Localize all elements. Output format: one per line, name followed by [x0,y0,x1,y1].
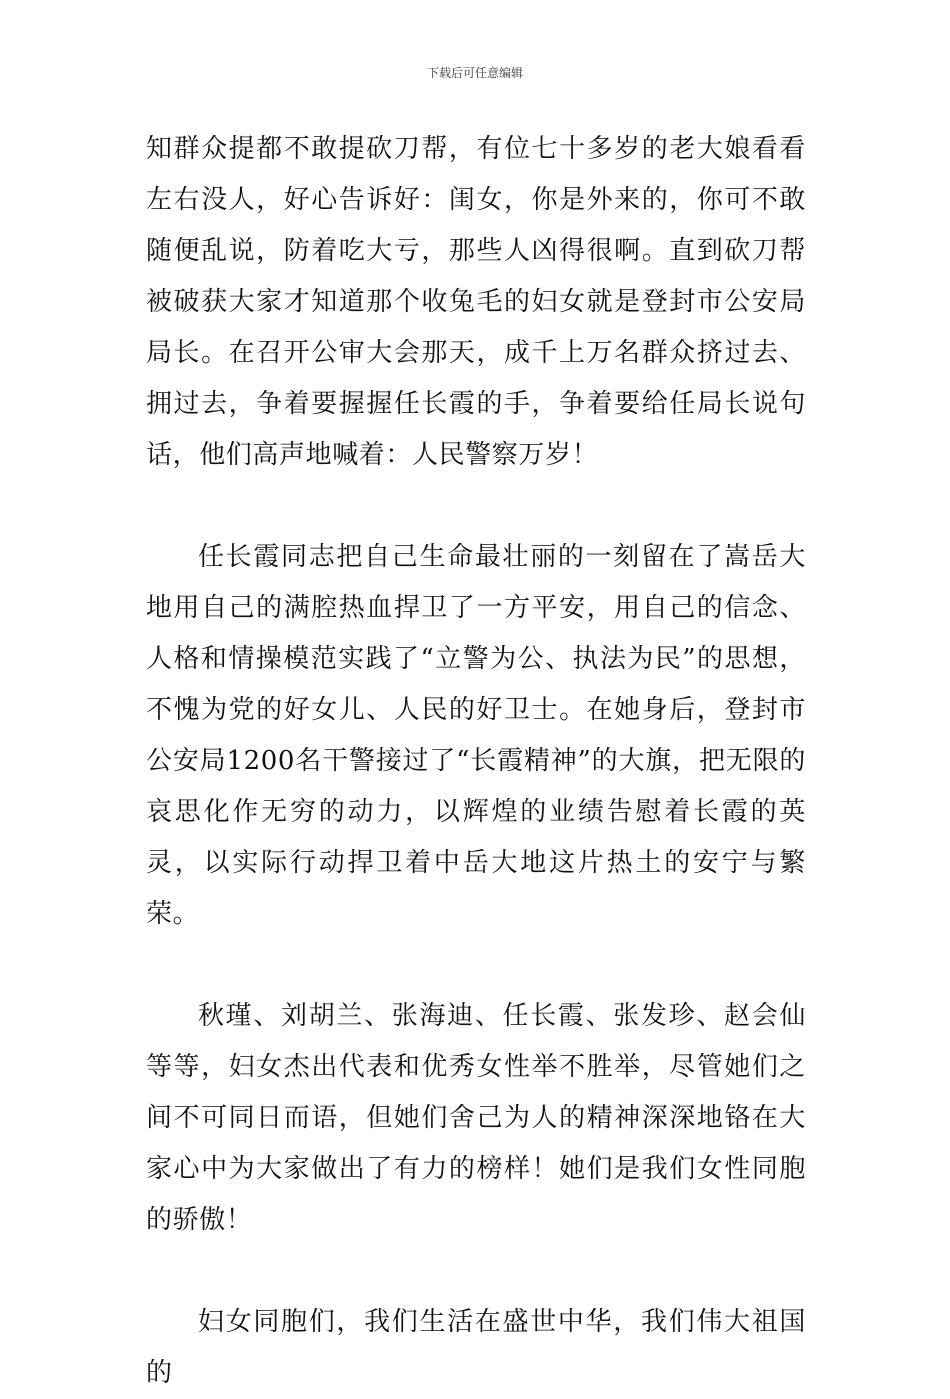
paragraph-4: 妇女同胞们，我们生活在盛世中华，我们伟大祖国的 [146,1307,806,1388]
paragraph-1: 知群众提都不敢提砍刀帮，有位七十多岁的老大娘看看左右没人，好心告诉好：闺女，你是外来的，你可不敢随便乱说，防着吃大亏，那些人凶得很啊。直到砍刀帮被破获大家才知道那个收兔毛的妇女就是登封市公安局局长。在召开公审大会那天，成千上万名群众挤过去、拥过去，争着要握握任长霞的手，争着要给任局长说句话，他们高声地喊着：人民警察万岁！ [146,134,806,470]
paragraph-3: 秋瑾、刘胡兰、张海迪、任长霞、张发珍、赵会仙等等，妇女杰出代表和优秀女性举不胜举，尽管她们之间不可同日而语，但她们舍己为人的精神深深地铬在大家心中为大家做出了有力的榜样！她们是我们女性同胞的骄傲！ [146,1001,806,1235]
document-body [146,124,806,1399]
paragraph-2: 任长霞同志把自己生命最壮丽的一刻留在了嵩岳大地用自己的满腔热血捍卫了一方平安，用自己的信念、人格和情操模范实践了“立警为公、执法为民”的思想，不愧为党的好女儿、人民的好卫士。在她身后，登封市公安局1200名干警接过了“长霞精神”的大旗，把无限的哀思化作无穷的动力，以辉煌的业绩告慰着长霞的英灵，以实际行动捍卫着中岳大地这片热土的安宁与繁荣。 [146,542,806,929]
page-header: 下载后可任意编辑 [426,66,523,80]
